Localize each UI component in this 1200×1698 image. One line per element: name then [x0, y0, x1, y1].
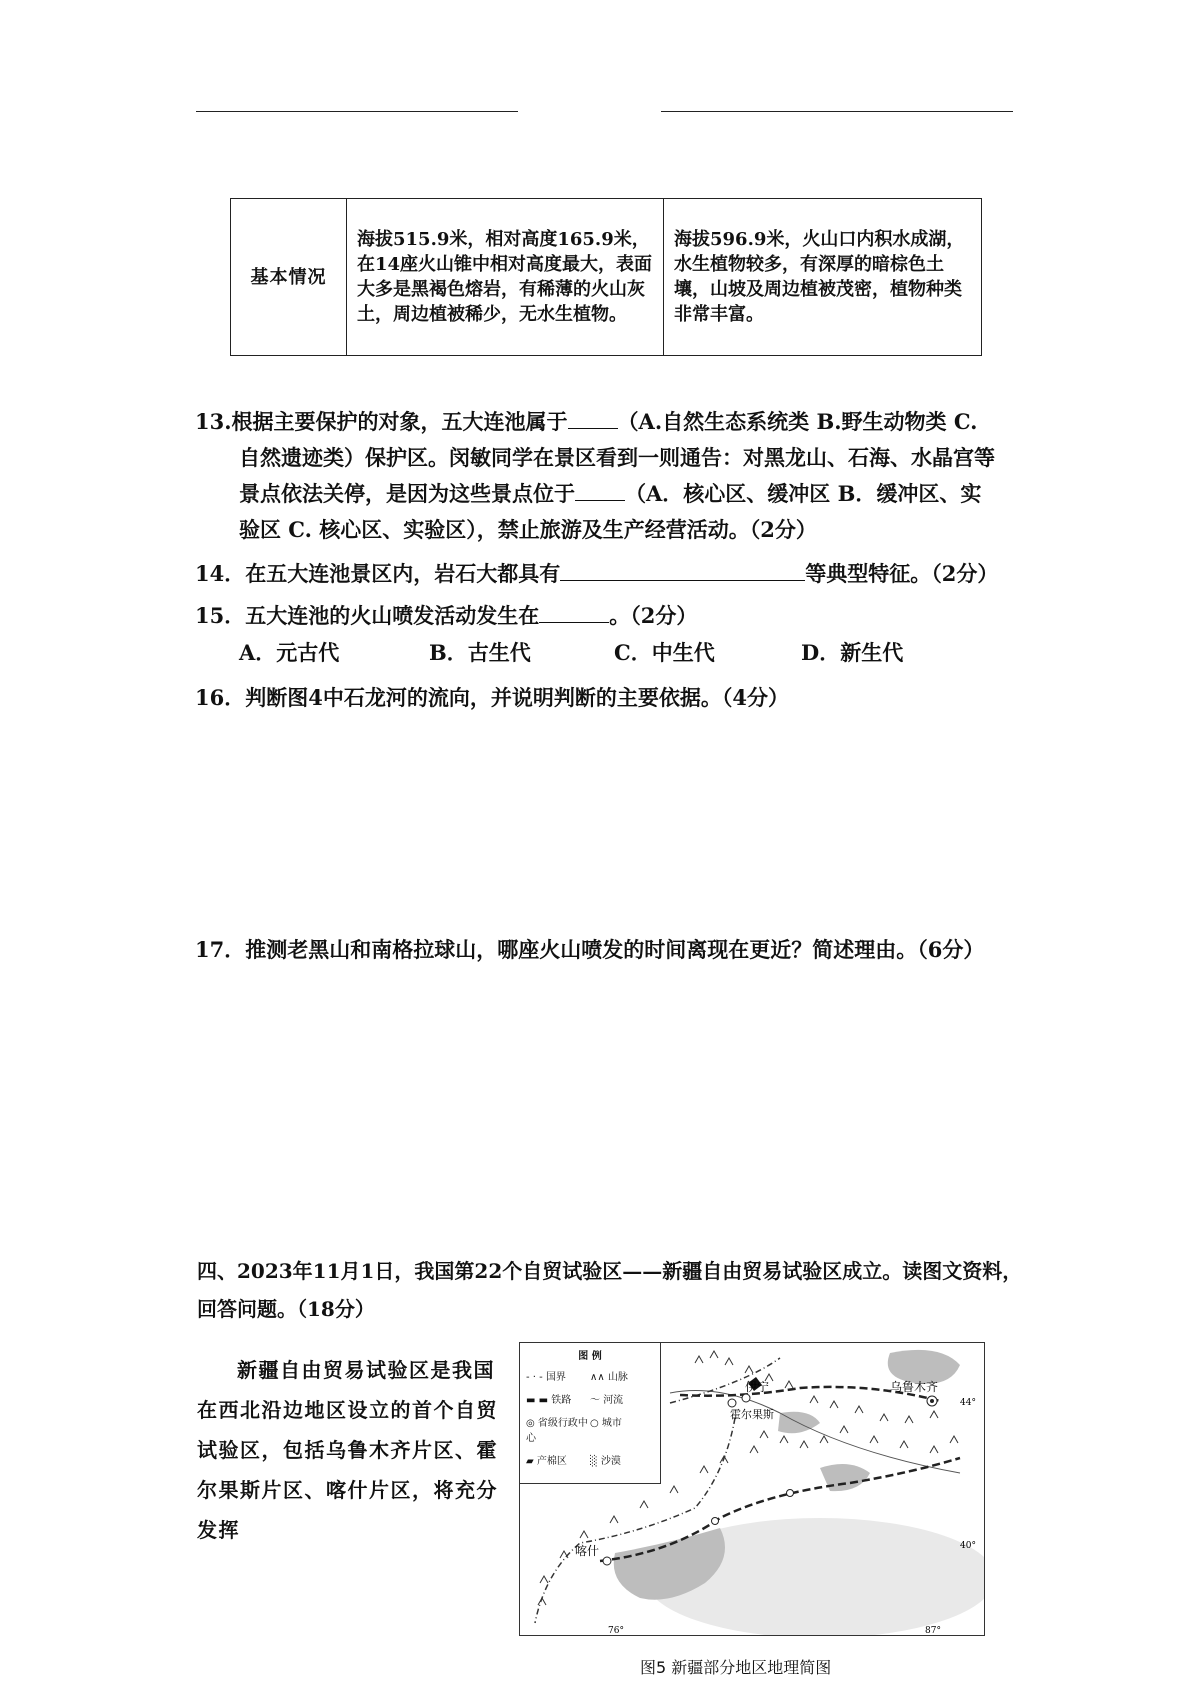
question-16: [195, 680, 1025, 716]
city-kashgar-marker: [603, 1557, 611, 1565]
q15-option-c[interactable]: C．中生代: [614, 640, 715, 665]
answer-line-left: [196, 111, 518, 112]
legend-city: ○ 城市: [590, 1418, 622, 1429]
city-marker: [787, 1490, 794, 1497]
lat-label-40: 40°: [960, 1541, 976, 1551]
table-row: [231, 199, 982, 356]
q14-blank[interactable]: [560, 558, 805, 581]
q14-text-b: 等典型特征。（2分）: [805, 561, 999, 586]
question-17: [195, 932, 1025, 968]
cotton-area: [888, 1350, 960, 1384]
label-yining: 伊宁: [745, 1380, 770, 1394]
lon-label-76: 76°: [608, 1626, 624, 1635]
q16-text: 16．判断图4中石龙河的流向，并说明判断的主要依据。（4分）: [195, 685, 789, 710]
river: [670, 1391, 960, 1474]
xinjiang-map: [519, 1342, 985, 1636]
q13-blank-2[interactable]: [575, 478, 625, 501]
table-cell-nangelaqiu: 海拔596.9米，火山口内积水成湖，水生植物较多，有深厚的暗棕色土壤，山坡及周边植被茂密，植物种类非常丰富。: [664, 199, 982, 356]
table-row-header: 基本情况: [231, 199, 347, 356]
label-horgos: 霍尔果斯: [730, 1408, 774, 1421]
q15-option-b[interactable]: B．古生代: [429, 640, 531, 665]
q15-option-a[interactable]: A．元古代: [239, 640, 340, 665]
legend-river: 〜 河流: [590, 1395, 624, 1406]
map-caption: 图5 新疆部分地区地理简图: [640, 1658, 832, 1677]
question-15: [195, 598, 1025, 634]
lon-label-87: 87°: [925, 1626, 941, 1635]
section-4-paragraph: 新疆自由贸易试验区是我国在西北沿边地区设立的首个自贸试验区，包括乌鲁木齐片区、霍尔果斯片区、喀什片区，将充分发挥: [197, 1358, 498, 1542]
label-kashgar: 喀什: [575, 1544, 600, 1558]
q13-blank-1[interactable]: [568, 406, 618, 429]
section-4-title: 四、2023年11月1日，我国第22个自贸试验区——新疆自由贸易试验区成立。读图文资料，回答问题。（18分）: [197, 1259, 1023, 1321]
city-marker: [712, 1518, 719, 1525]
city-yining-marker: [742, 1394, 750, 1402]
lat-label-44: 44°: [960, 1398, 976, 1408]
q13-text-d: 景点依法关停，是因为这些景点位于: [239, 481, 575, 506]
label-urumqi: 乌鲁木齐: [890, 1380, 939, 1394]
answer-line-right: [661, 111, 1013, 112]
volcano-info-table: [230, 198, 982, 356]
q15-text-a: 15．五大连池的火山喷发活动发生在: [195, 603, 540, 628]
q17-text: 17．推测老黑山和南格拉球山，哪座火山喷发的时间离现在更近？简述理由。（6分）: [195, 937, 985, 962]
legend-cotton: ▰ 产棉区: [526, 1456, 567, 1467]
q13-text-c: 自然遗迹类）保护区。闵敏同学在景区看到一则通告：对黑龙山、石海、水晶宫等: [239, 445, 995, 470]
q15-blank[interactable]: [539, 600, 609, 623]
q13-text-b: （A.自然生态系统类 B.野生动物类 C.: [617, 409, 978, 434]
table-cell-laoheishan: 海拔515.9米，相对高度165.9米，在14座火山锥中相对高度最大，表面大多是黑褐色熔岩，有稀薄的火山灰土，周边植被稀少，无水生植物。: [347, 199, 664, 356]
q13-text-e: （A．核心区、缓冲区 B．缓冲区、实: [625, 481, 982, 506]
legend-railway: ▬ ▬ 铁路: [526, 1395, 572, 1406]
q14-text-a: 14．在五大连池景区内，岩石大都具有: [195, 561, 561, 586]
question-13: [195, 404, 1025, 548]
q13-text-a: 13.根据主要保护的对象，五大连池属于: [195, 409, 568, 434]
city-horgos-marker: [728, 1399, 736, 1407]
legend-border: - · - 国界: [526, 1372, 566, 1383]
legend-mountain: ∧∧ 山脉: [590, 1372, 628, 1383]
legend-capital: ◎ 省级行政中心: [526, 1418, 588, 1444]
q15-text-b: 。（2分）: [609, 603, 698, 628]
map-legend: [520, 1343, 661, 1484]
legend-title: 图 例: [578, 1351, 602, 1362]
q15-option-d[interactable]: D．新生代: [801, 640, 904, 665]
q13-text-f: 验区 C. 核心区、实验区），禁止旅游及生产经营活动。（2分）: [239, 517, 817, 542]
question-14: [195, 556, 1025, 592]
q15-options: [239, 637, 903, 667]
legend-desert: ░ 沙漠: [590, 1456, 621, 1467]
